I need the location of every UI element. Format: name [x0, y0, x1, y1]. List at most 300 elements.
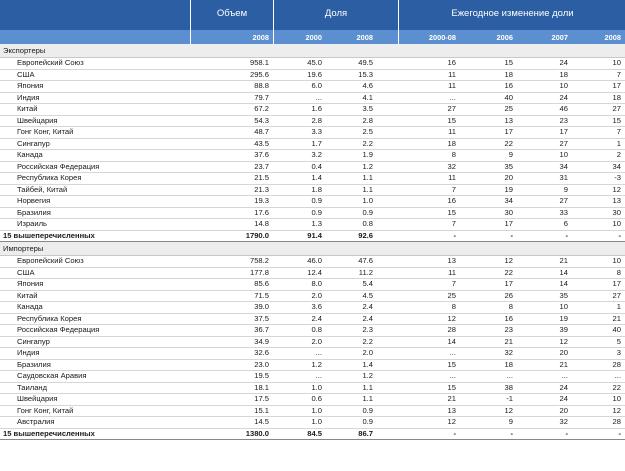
row-label: Сингапур — [17, 138, 50, 148]
cell-value: 15.3 — [358, 69, 373, 79]
cell-value: 11 — [448, 69, 456, 79]
cell-value: 8 — [451, 150, 456, 159]
annual-change-header: Ежегодное изменение доли — [451, 8, 574, 19]
cell-value: 2.4 — [362, 302, 373, 311]
cell-value: 15.1 — [254, 405, 269, 415]
year-header: 2008 — [356, 33, 373, 42]
cell-value: 295.6 — [249, 69, 269, 79]
table-row — [0, 208, 625, 220]
cell-value: 43.5 — [254, 138, 269, 148]
cell-value: 1.0 — [311, 382, 322, 392]
cell-value: 2.3 — [362, 325, 373, 334]
cell-value: 7 — [451, 219, 456, 228]
cell-value: 32 — [504, 348, 513, 357]
cell-value: 35 — [559, 290, 568, 300]
row-label: Таиланд — [17, 382, 48, 392]
table-row — [0, 406, 625, 418]
cell-value: 2.0 — [311, 290, 322, 300]
cell-value: 7 — [451, 279, 456, 288]
cell-value: 18 — [504, 69, 513, 79]
table-row — [0, 325, 625, 337]
cell-value: 11 — [448, 127, 456, 136]
cell-value: 2.4 — [311, 313, 322, 323]
cell-value: 3.3 — [311, 127, 322, 136]
cell-value: 91.4 — [307, 230, 322, 240]
cell-value: 2.2 — [362, 138, 373, 148]
cell-value: 2.5 — [362, 127, 373, 136]
cell-value: 20 — [559, 405, 568, 415]
cell-value: 48.7 — [254, 127, 269, 136]
cell-value: 12.4 — [307, 267, 322, 277]
cell-value: 14 — [559, 279, 568, 288]
cell-value: 26 — [504, 290, 513, 300]
cell-value: ... — [315, 348, 322, 357]
table-row — [0, 58, 625, 70]
cell-value: 0.9 — [311, 196, 322, 205]
cell-value: 71.5 — [254, 290, 269, 300]
cell-value: ... — [449, 92, 456, 102]
volume-header: Объем — [216, 8, 248, 19]
cell-value: 8 — [508, 302, 513, 311]
cell-value: 22 — [612, 382, 621, 392]
table-row — [0, 70, 625, 82]
cell-value: 24 — [559, 92, 568, 102]
cell-value: 21 — [504, 336, 513, 346]
cell-value: 23 — [504, 325, 513, 334]
cell-value: 13 — [447, 405, 456, 415]
cell-value: 17 — [504, 219, 513, 228]
cell-value: 79.7 — [254, 92, 269, 102]
year-header: 2007 — [551, 33, 568, 42]
row-label: Российская Федерация — [17, 161, 100, 171]
row-label: Канада — [17, 302, 43, 311]
row-label: США — [17, 69, 35, 79]
share-header: Доля — [324, 8, 348, 19]
row-label: Европейский Союз — [17, 256, 84, 265]
cell-value: 10 — [559, 302, 568, 311]
row-label: Тайбей, Китай — [17, 184, 68, 194]
section-title: Экспортеры — [3, 46, 46, 55]
cell-value: 4.1 — [362, 92, 373, 102]
table-row — [0, 417, 625, 429]
cell-value: 27 — [559, 138, 568, 148]
row-label: Гонг Конг, Китай — [17, 405, 74, 415]
cell-value: 19.5 — [254, 371, 269, 380]
cell-value: ... — [315, 92, 322, 102]
cell-value: 1.0 — [311, 417, 322, 426]
cell-value: 18 — [504, 359, 513, 369]
section-title: Импортеры — [3, 244, 44, 253]
cell-value: 5 — [616, 336, 621, 346]
cell-value: 1.2 — [362, 161, 373, 171]
table-row — [0, 302, 625, 314]
table-row — [0, 219, 625, 231]
table-body — [0, 44, 625, 440]
cell-value: 3.5 — [362, 104, 373, 113]
cell-value: 39.0 — [254, 302, 269, 311]
cell-value: 8 — [616, 267, 621, 277]
row-label: Российская Федерация — [17, 325, 100, 334]
row-label: Европейский Союз — [17, 58, 84, 67]
row-label: Швейцария — [17, 394, 58, 403]
cell-value: 18 — [447, 138, 456, 148]
table-row — [0, 116, 625, 128]
cell-value: 30 — [504, 207, 513, 217]
cell-value: 19.3 — [254, 196, 269, 205]
year-header: 2000-08 — [428, 33, 456, 42]
cell-value: 0.9 — [311, 207, 322, 217]
cell-value: 1.1 — [362, 394, 373, 403]
cell-value: 28 — [612, 359, 621, 369]
cell-value: - — [565, 230, 568, 240]
cell-value: 17 — [504, 279, 513, 288]
cell-value: ... — [614, 371, 621, 380]
cell-value: 35 — [504, 161, 513, 171]
cell-value: 10 — [559, 150, 568, 159]
cell-value: 46 — [559, 104, 568, 113]
table-row — [0, 314, 625, 326]
cell-value: 32 — [559, 417, 568, 426]
cell-value: 15 — [447, 382, 456, 392]
cell-value: 16 — [504, 313, 513, 323]
cell-value: -3 — [614, 173, 621, 182]
row-label: Бразилия — [17, 207, 51, 217]
table-row — [0, 93, 625, 105]
cell-value: 11 — [448, 267, 456, 277]
cell-value: 7 — [616, 127, 621, 136]
cell-value: 2.0 — [311, 336, 322, 346]
table-row — [0, 104, 625, 116]
cell-value: 958.1 — [249, 58, 269, 67]
cell-value: 1.7 — [311, 138, 322, 148]
cell-value: ... — [506, 371, 513, 380]
table-row — [0, 337, 625, 349]
cell-value: 67.2 — [254, 104, 269, 113]
cell-value: 0.8 — [311, 325, 322, 334]
cell-value: 46.0 — [307, 256, 322, 265]
cell-value: 13 — [612, 196, 621, 205]
cell-value: 27 — [447, 104, 456, 113]
cell-value: 25 — [504, 104, 513, 113]
cell-value: 6.0 — [311, 81, 322, 90]
cell-value: 40 — [612, 325, 621, 334]
cell-value: 177.8 — [249, 267, 269, 277]
year-header: 2006 — [496, 33, 513, 42]
year-header: 2000 — [305, 33, 322, 42]
cell-value: 4.6 — [362, 81, 373, 90]
cell-value: 21 — [447, 394, 456, 403]
cell-value: 92.6 — [358, 230, 373, 240]
table-row — [0, 360, 625, 372]
cell-value: 16 — [447, 196, 456, 205]
cell-value: 1.0 — [362, 196, 373, 205]
cell-value: 16 — [504, 81, 513, 90]
cell-value: 0.9 — [362, 417, 373, 426]
table-row — [0, 394, 625, 406]
cell-value: 27 — [559, 196, 568, 205]
cell-value: 1 — [616, 302, 621, 311]
cell-value: 9 — [508, 150, 513, 159]
row-label: 15 вышеперечисленных — [3, 230, 95, 240]
cell-value: 36.7 — [254, 325, 269, 334]
cell-value: ... — [449, 348, 456, 357]
cell-value: - — [510, 428, 513, 438]
cell-value: 17 — [504, 127, 513, 136]
cell-value: 17 — [612, 279, 621, 288]
cell-value: 10 — [612, 394, 621, 403]
row-label: США — [17, 267, 35, 277]
cell-value: 21 — [559, 359, 568, 369]
cell-value: 10 — [612, 219, 621, 228]
row-label: Бразилия — [17, 359, 51, 369]
table-row — [0, 127, 625, 139]
cell-value: 1.3 — [311, 219, 322, 228]
cell-value: 19 — [504, 184, 513, 194]
cell-value: 1.0 — [311, 405, 322, 415]
cell-value: 9 — [563, 184, 568, 194]
cell-value: 34 — [612, 161, 621, 171]
cell-value: 1 — [616, 138, 621, 148]
cell-value: 12 — [559, 336, 568, 346]
cell-value: 3.6 — [311, 302, 322, 311]
cell-value: 10 — [559, 81, 568, 90]
cell-value: 8.0 — [311, 279, 322, 288]
cell-value: - — [453, 428, 456, 438]
cell-value: 3 — [616, 348, 621, 357]
section-header — [0, 242, 625, 256]
cell-value: 25 — [447, 290, 456, 300]
cell-value: 14 — [559, 267, 568, 277]
cell-value: 17.5 — [254, 394, 269, 403]
cell-value: ... — [561, 371, 568, 380]
cell-value: 0.9 — [362, 207, 373, 217]
cell-value: 12 — [447, 313, 456, 323]
cell-value: 0.8 — [362, 219, 373, 228]
table-row — [0, 162, 625, 174]
cell-value: 17.6 — [254, 207, 269, 217]
table-row — [0, 185, 625, 197]
cell-value: ... — [449, 371, 456, 380]
cell-value: 20 — [504, 173, 513, 182]
cell-value: 23 — [559, 115, 568, 125]
row-label: Индия — [17, 348, 40, 357]
cell-value: 2.8 — [311, 115, 322, 125]
row-label: Япония — [17, 279, 44, 288]
cell-value: 47.6 — [358, 256, 373, 265]
cell-value: 15 — [447, 359, 456, 369]
cell-value: 1.4 — [362, 359, 373, 369]
cell-value: 34.9 — [254, 336, 269, 346]
table-row — [0, 81, 625, 93]
cell-value: 27 — [612, 104, 621, 113]
cell-value: 1.9 — [362, 150, 373, 159]
cell-value: 1.2 — [311, 359, 322, 369]
cell-value: 12 — [447, 417, 456, 426]
cell-value: 0.9 — [362, 405, 373, 415]
cell-value: 31 — [559, 173, 568, 182]
cell-value: - — [510, 230, 513, 240]
table-row — [0, 348, 625, 360]
cell-value: 40 — [504, 92, 513, 102]
cell-value: 85.6 — [254, 279, 269, 288]
cell-value: 12 — [504, 405, 513, 415]
total-row — [0, 429, 625, 441]
table-row — [0, 371, 625, 383]
cell-value: 11 — [448, 81, 456, 90]
cell-value: 758.2 — [249, 256, 269, 265]
cell-value: 34 — [559, 161, 568, 171]
cell-value: 88.8 — [254, 81, 269, 90]
header-divider — [398, 0, 399, 44]
cell-value: 2.2 — [362, 336, 373, 346]
cell-value: 22 — [504, 267, 513, 277]
cell-value: 7 — [451, 184, 456, 194]
cell-value: - — [453, 230, 456, 240]
cell-value: - — [618, 428, 621, 438]
table-row — [0, 383, 625, 395]
table-row — [0, 139, 625, 151]
cell-value: 18 — [612, 92, 621, 102]
cell-value: 33 — [559, 207, 568, 217]
cell-value: 1.4 — [311, 173, 322, 182]
cell-value: 24 — [559, 58, 568, 67]
cell-value: 24 — [559, 382, 568, 392]
cell-value: - — [618, 230, 621, 240]
cell-value: 2.0 — [362, 348, 373, 357]
row-label: Республика Корея — [17, 313, 82, 323]
cell-value: 22 — [504, 138, 513, 148]
cell-value: 3.2 — [311, 150, 322, 159]
section-header — [0, 44, 625, 58]
cell-value: 10 — [612, 58, 621, 67]
cell-value: 17 — [612, 81, 621, 90]
row-label: Австралия — [17, 417, 55, 426]
row-label: Япония — [17, 81, 44, 90]
cell-value: 34 — [504, 196, 513, 205]
cell-value: 20 — [559, 348, 568, 357]
table-row — [0, 150, 625, 162]
total-row — [0, 231, 625, 243]
row-label: 15 вышеперечисленных — [3, 428, 95, 438]
cell-value: 12 — [612, 405, 621, 415]
cell-value: 37.6 — [254, 150, 269, 159]
table-row — [0, 291, 625, 303]
cell-value: 13 — [447, 256, 456, 265]
cell-value: 4.5 — [362, 290, 373, 300]
cell-value: 14.8 — [254, 219, 269, 228]
cell-value: 5.4 — [362, 279, 373, 288]
row-label: Саудовская Аравия — [17, 371, 87, 380]
cell-value: 54.3 — [254, 115, 269, 125]
cell-value: 14 — [447, 336, 456, 346]
cell-value: 45.0 — [307, 58, 322, 67]
cell-value: -1 — [506, 394, 513, 403]
table-row — [0, 196, 625, 208]
cell-value: 1380.0 — [245, 428, 269, 438]
row-label: Китай — [17, 104, 38, 113]
cell-value: 30 — [612, 207, 621, 217]
cell-value: 23.7 — [254, 161, 269, 171]
cell-value: 1.6 — [311, 104, 322, 113]
year-header: 2008 — [604, 33, 621, 42]
cell-value: 19 — [559, 313, 568, 323]
table-row — [0, 279, 625, 291]
cell-value: 39 — [559, 325, 568, 334]
cell-value: 18 — [559, 69, 568, 79]
row-label: Китай — [17, 290, 38, 300]
cell-value: 21.5 — [254, 173, 269, 182]
cell-value: 6 — [563, 219, 568, 228]
cell-value: 11.2 — [358, 267, 373, 277]
row-label: Республика Корея — [17, 173, 82, 182]
cell-value: 24 — [559, 394, 568, 403]
cell-value: 27 — [612, 290, 621, 300]
cell-value: 14.5 — [254, 417, 269, 426]
cell-value: 15 — [447, 207, 456, 217]
row-label: Сингапур — [17, 336, 50, 346]
cell-value: 12 — [504, 256, 513, 265]
cell-value: 15 — [447, 115, 456, 125]
cell-value: 84.5 — [307, 428, 322, 438]
cell-value: 1790.0 — [245, 230, 269, 240]
cell-value: 15 — [612, 115, 621, 125]
cell-value: 1.1 — [362, 382, 373, 392]
cell-value: 28 — [447, 325, 456, 334]
cell-value: 10 — [612, 256, 621, 265]
table-row — [0, 268, 625, 280]
cell-value: 23.0 — [254, 359, 269, 369]
cell-value: 9 — [508, 417, 513, 426]
table-row — [0, 256, 625, 268]
row-label: Гонг Конг, Китай — [17, 127, 74, 136]
cell-value: 1.1 — [362, 184, 373, 194]
row-label: Индия — [17, 92, 40, 102]
cell-value: 11 — [448, 173, 456, 182]
cell-value: 16 — [447, 58, 456, 67]
cell-value: 0.4 — [311, 161, 322, 171]
cell-value: 0.6 — [311, 394, 322, 403]
cell-value: 15 — [504, 58, 513, 67]
cell-value: 32.6 — [254, 348, 269, 357]
cell-value: 86.7 — [358, 428, 373, 438]
cell-value: ... — [315, 371, 322, 380]
row-label: Израиль — [17, 219, 48, 228]
cell-value: 37.5 — [254, 313, 269, 323]
row-label: Канада — [17, 150, 43, 159]
cell-value: 28 — [612, 417, 621, 426]
cell-value: 38 — [504, 382, 513, 392]
cell-value: 2.8 — [362, 115, 373, 125]
cell-value: 2 — [616, 150, 621, 159]
cell-value: 12 — [612, 184, 621, 194]
cell-value: 19.6 — [307, 69, 322, 79]
header-divider — [190, 0, 191, 44]
cell-value: - — [565, 428, 568, 438]
cell-value: 13 — [504, 115, 513, 125]
cell-value: 2.4 — [362, 313, 373, 323]
cell-value: 21 — [612, 313, 621, 323]
cell-value: 21.3 — [254, 184, 269, 194]
year-header: 2008 — [252, 33, 269, 42]
header-divider — [273, 0, 274, 44]
table-row — [0, 173, 625, 185]
cell-value: 32 — [447, 161, 456, 171]
cell-value: 1.2 — [362, 371, 373, 380]
cell-value: 17 — [559, 127, 568, 136]
cell-value: 49.5 — [358, 58, 373, 67]
row-label: Швейцария — [17, 115, 58, 125]
cell-value: 8 — [451, 302, 456, 311]
